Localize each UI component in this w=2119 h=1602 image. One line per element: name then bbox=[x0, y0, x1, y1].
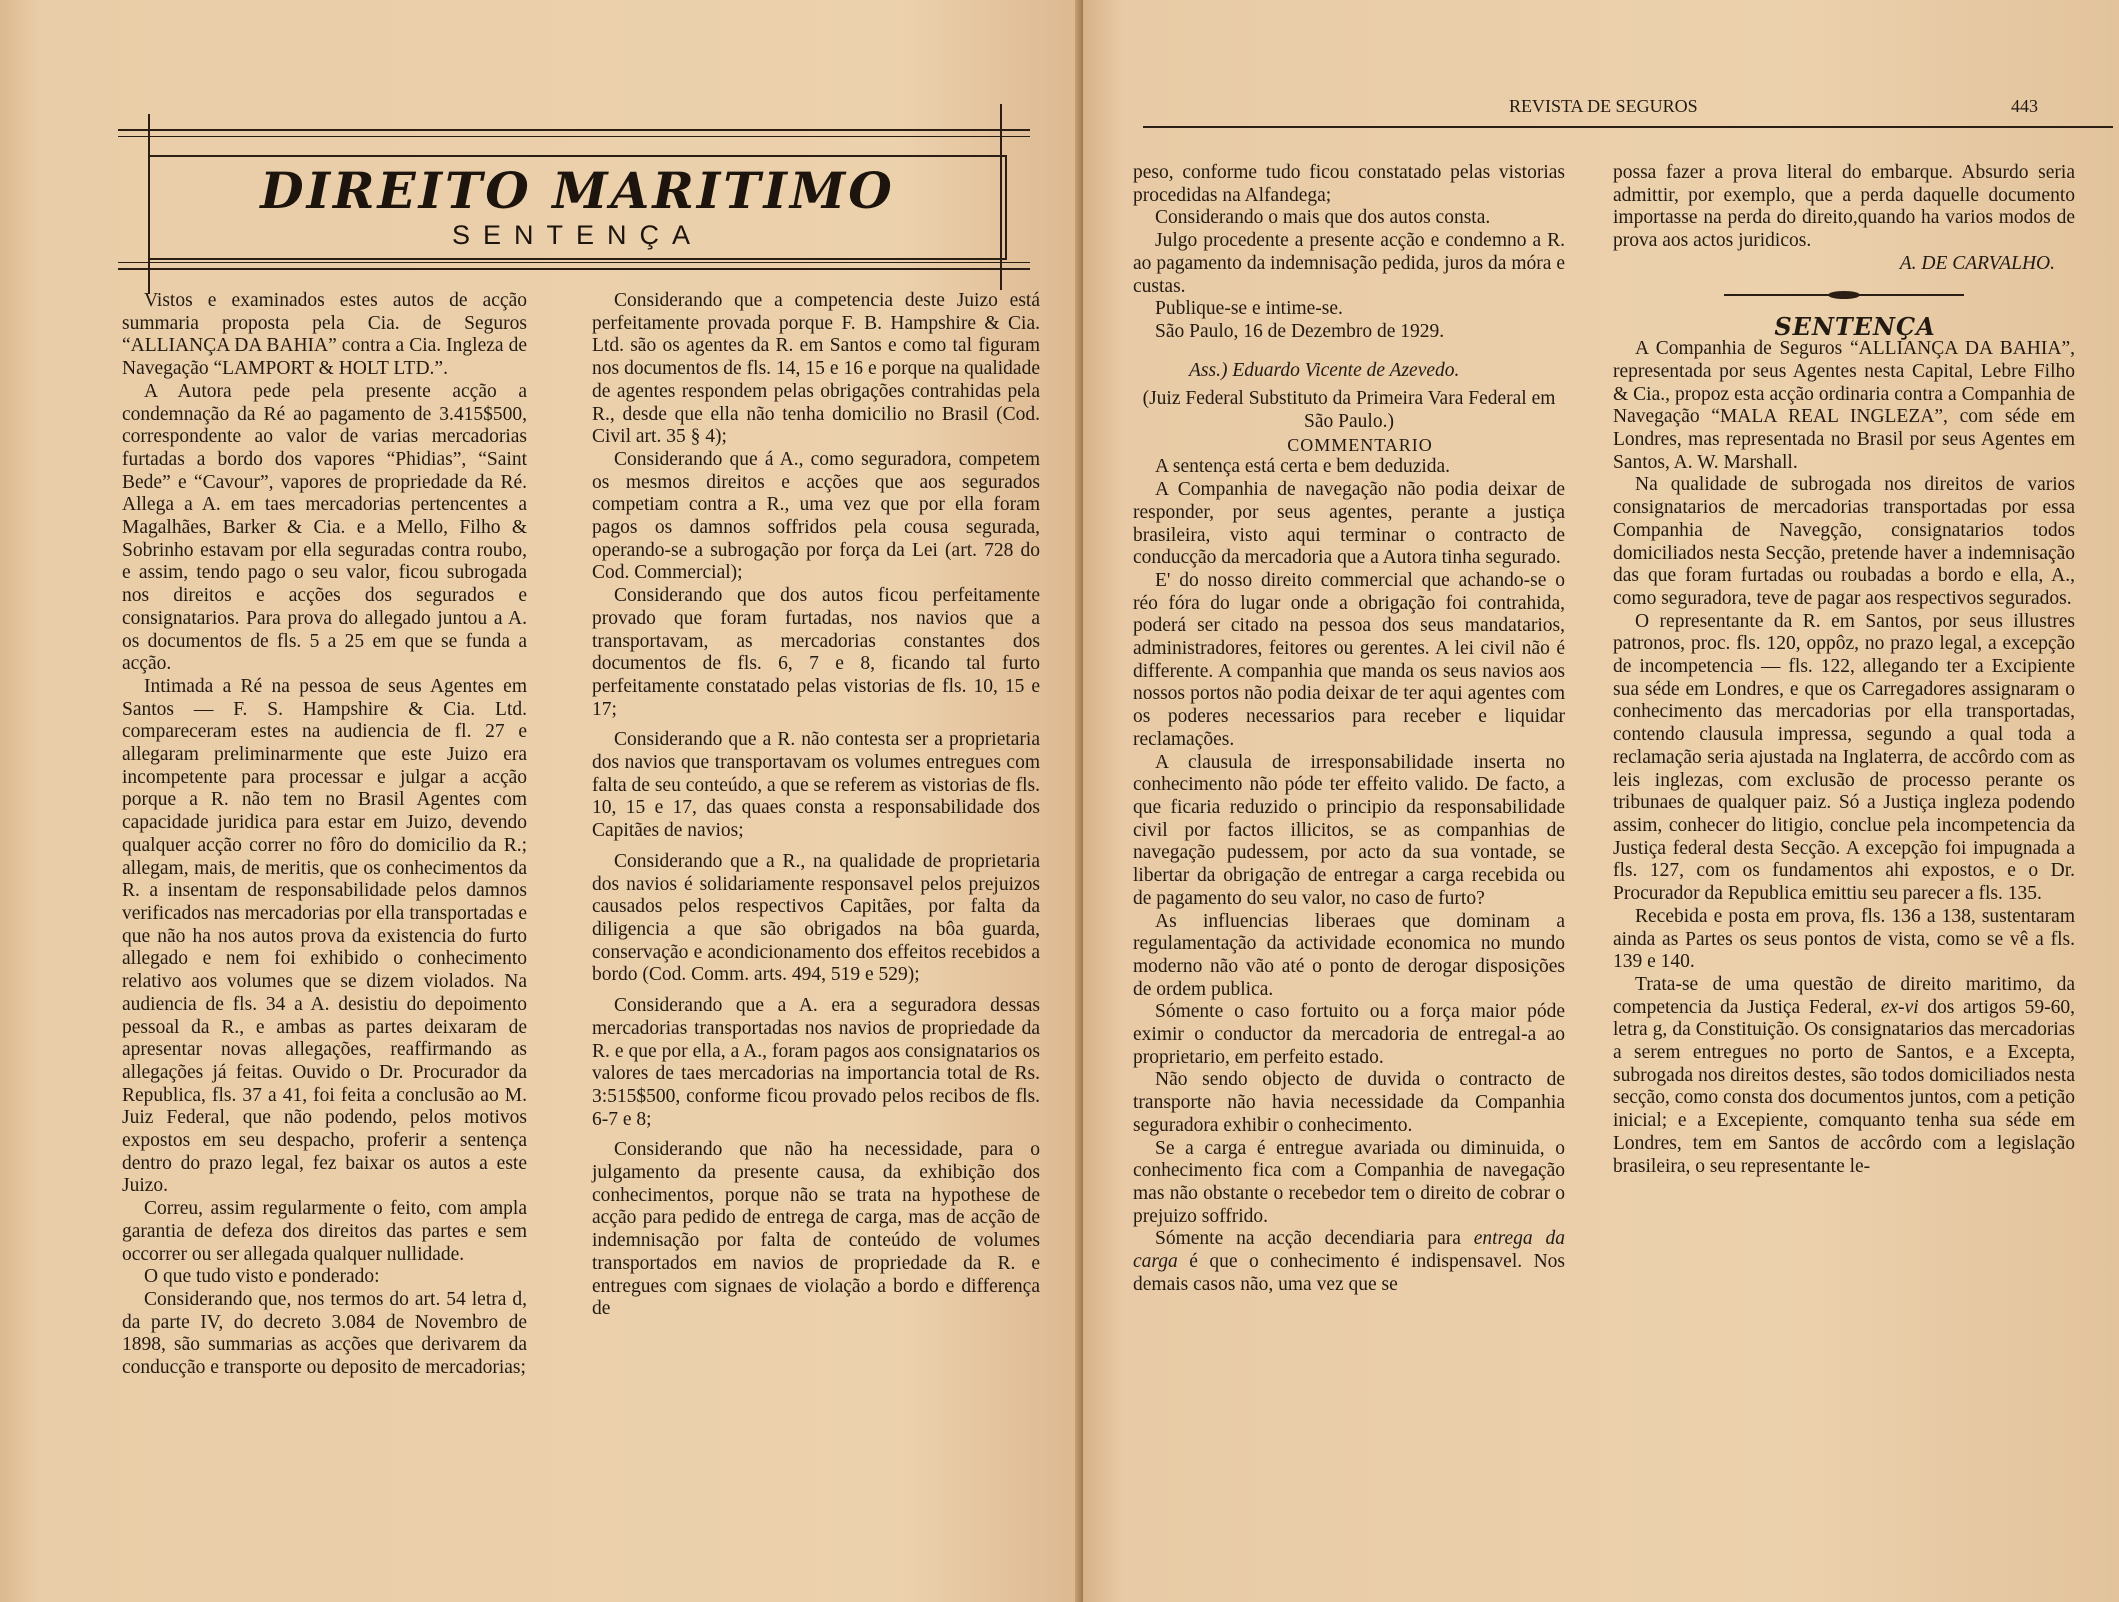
paragraph: Julgo procedente a presente acção e condemno a R. ao pagamento da indemnisação pedida, juros da móra e custas. bbox=[1133, 230, 1565, 297]
paragraph: Considerando que a R., na qualidade de proprietaria dos navios é solidariamente responsavel pelos prejuizos causados pelos respectivos Capitães, por falta da diligencia a que são obrigados na bôa guarda, conservação e acondicionamento dos effeitos recebidos a bordo (Cod. Comm. arts. 494, 519 e 529); bbox=[592, 850, 1040, 986]
paragraph: Considerando que a competencia deste Juizo está perfeitamente provada porque F. B. Hampshire & Cia. Ltd. são os agentes da R. em Santos e como tal figuram nos documentos de fls. 14, 15 e 16 e porque na qualidade de agentes respondem pelas obrigações contrahidas pela R., desde que ella não tenha domicilio no Brasil (Cod. Civil art. 35 § 4); bbox=[592, 290, 1040, 448]
paragraph: Considerando que não ha necessidade, para o julgamento da presente causa, da exhibição dos conhecimentos, porque não se trata na hypothese de acção para pedido de entrega de carga, mas de acção de indemnisação por falta de conteúdo de volumes transportados em navios de propriedade da R. e entregues com signaes de violação a bordo e differença de bbox=[592, 1139, 1040, 1320]
left-column-2 bbox=[592, 290, 1040, 1321]
title-bottom-rule-thick bbox=[118, 268, 1030, 270]
italic-phrase: entrega da carga bbox=[1133, 1228, 1565, 1273]
title-top-rule-thin bbox=[118, 136, 1030, 137]
journal-name: REVISTA DE SEGUROS bbox=[1509, 96, 1698, 116]
paragraph: Correu, assim regularmente o feito, com ampla garantia de defeza dos direitos das partes e sem occorrer ou ser allegada qualquer nullidade. bbox=[122, 1198, 527, 1265]
section-title: SENTENÇA bbox=[1774, 311, 1936, 341]
italic-phrase: ex-vi bbox=[1880, 996, 1919, 1018]
paragraph: A clausula de irresponsabilidade inserta no conhecimento não póde ter effeito valido. De facto, a que ficaria reduzido o principio da responsabilidade civil por factos illicitos, se as companhias de navegação pudessem, por acto da sua vontade, se libertar da obrigação de entregar a carga recebida ou de pagamento do seu valor, no caso de furto? bbox=[1133, 751, 1565, 909]
title-bottom-rule bbox=[118, 262, 1030, 263]
paragraph: O representante da R. em Santos, por seus illustres patronos, proc. fls. 120, oppôz, no prazo legal, a excepção de incompetencia — fls. 122, allegando ter a Excipiente sua séde em Londres, e que os Carregadores assignaram o conhecimento das mercadorias por ella transportadas, contendo clausula impressa, segundo a qual toda a reclamação seria ajustada na Inglaterra, de accôrdo com as leis inglezas, com exclusão de processo perante os tribunaes de qualquer paiz. Só a Justiça ingleza podendo assim, conhecer do litigio, conclue pela incompetencia da Justiça federal desta Secção. A excepção foi impugnada a fls. 127, com os fundamentos ahi expostos, e o Dr. Procurador da Republica emittiu seu parecer a fls. 135. bbox=[1613, 610, 2075, 905]
judge-signature: Ass.) Eduardo Vicente de Azevedo. bbox=[1189, 359, 1460, 381]
ornament-divider-icon bbox=[1724, 288, 1964, 302]
paragraph: Considerando que a R. não contesta ser a proprietaria dos navios que transportavam os volumes entregues com falta de seu conteúdo, a que se referem as vistorias de fls. 10, 15 e 17, das quaes consta a responsabilidade dos Capitães de navios; bbox=[592, 729, 1040, 842]
right-column-2 bbox=[1613, 162, 2075, 1178]
paragraph: Considerando que, nos termos do art. 54 letra d, da parte IV, do decreto 3.084 de Novembro de 1898, são summarias as acções que derivarem da conducção e transporte ou deposito de mercadorias; bbox=[122, 1288, 527, 1379]
paragraph: Se a carga é entregue avariada ou diminuida, o conhecimento fica com a Companhia de navegação mas não obstante o recebedor tem o direito de cobrar o prejuizo soffrido. bbox=[1133, 1137, 1565, 1227]
text-run: Sómente na acção decendiaria para bbox=[1155, 1228, 1474, 1250]
paragraph: Sómente o caso fortuito ou a força maior póde eximir o conductor da mercadoria de entregal-a ao proprietario, em perfeito estado. bbox=[1133, 1001, 1565, 1068]
paragraph: O que tudo visto e ponderado: bbox=[144, 1266, 380, 1288]
paragraph bbox=[1613, 974, 2075, 1178]
paragraph: A sentença está certa e bem deduzida. bbox=[1155, 456, 1451, 478]
paragraph: Considerando o mais que dos autos consta. bbox=[1155, 207, 1491, 229]
title-box bbox=[148, 155, 1007, 260]
paragraph: E' do nosso direito commercial que achando-se o réo fóra do lugar onde a obrigação foi contrahida, poderá ser citado na pessoa dos seus mandatarios, administradores, feitores ou gerentes. A lei civil não é differente. A companhia que manda os seus navios aos nossos portos não podia deixar de ter aqui agentes com os poderes necessarios para receber e liquidar reclamações. bbox=[1133, 569, 1565, 750]
commentary-heading: COMMENTARIO bbox=[1287, 434, 1433, 455]
paragraph: A Autora pede pela presente acção a condemnação da Ré ao pagamento de 3.415$500, correspondente ao valor de varias mercadorias furtadas a bordo dos vapores “Phidias”, “Saint Bede” e “Cavour”, vapores de propriedade da Ré. Allega a A. em taes mercadorias pertencentes a Magalhães, Barker & Cia. e a Mello, Filho & Sobrinho estavam por ella seguradas contra roubo, e assim, tendo pago o seu valor, ficou subrogada nos direitos e acções dos segurados e consignatarios. Para prova do allegado juntou a A. os documentos de fls. 5 a 25 em que se funda a acção. bbox=[122, 380, 527, 675]
paragraph: A Companhia de Seguros “ALLIANÇA DA BAHIA”, representada por seus Agentes nesta Capital, Lebre Filho & Cia., propoz esta acção ordinaria contra a Companhia de Navegação “MALA REAL INGLEZA”, com séde em Londres, mas representada no Brasil por seus Agentes em Santos, A. W. Marshall. bbox=[1613, 338, 2075, 473]
paragraph: Na qualidade de subrogada nos direitos de varios consignatarios de mercadorias transportadas por essa Companhia de Navegção, consignatarios todos domiciliados nesta Secção, pretende haver a indemnisação das que foram furtadas ou roubadas a bordo e ella, A., como seguradora, teve de pagar aos respectivos segurados. bbox=[1613, 474, 2075, 609]
text-run: Trata-se de uma questão de direito maritimo, da competencia da Justiça Federal, bbox=[1613, 973, 2075, 1018]
author-signature: A. DE CARVALHO. bbox=[1899, 252, 2055, 274]
paragraph: Considerando que a A. era a seguradora dessas mercadorias transportadas nos navios de propriedade da R. e que por ella, a A., foram pagos aos consignatarios os valores de taes mercadorias na importancia total de Rs. 3:515$500, conforme ficou provado pelos recibos de fls. 6-7 e 8; bbox=[592, 995, 1040, 1130]
paragraph: Considerando que á A., como seguradora, competem os mesmos direitos e acções que aos segurados competiam contra a R., uma vez que por ella foram pagos os damnos soffridos pela cousa segurada, operando-se a subrogação por força da Lei (art. 728 do Cod. Commercial); bbox=[592, 448, 1040, 584]
page-number: 443 bbox=[2011, 96, 2038, 116]
right-column-1 bbox=[1133, 162, 1565, 1296]
paragraph: São Paulo, 16 de Dezembro de 1929. bbox=[1155, 320, 1445, 342]
text-run: é que o conhecimento é indispensavel. Nos demais casos não, uma vez que se bbox=[1133, 1251, 1565, 1295]
paragraph: As influencias liberaes que dominam a regulamentação da actividade economica no mundo moderno não vão até o ponto de derogar disposições de ordem publica. bbox=[1133, 910, 1565, 1000]
paragraph: possa fazer a prova literal do embarque. Absurdo seria admittir, por exemplo, que a perda daquelle documento importasse na perda do direito,quando ha varios modos de prova aos actos juridicos. bbox=[1613, 162, 2075, 252]
left-column-1 bbox=[122, 290, 527, 1380]
paragraph: Vistos e examinados estes autos de acção summaria proposta pela Cia. de Seguros “ALLIANÇA DA BAHIA” contra a Cia. Ingleza de Navegação “LAMPORT & HOLT LTD.”. bbox=[122, 290, 527, 380]
paragraph: peso, conforme tudo ficou constatado pelas vistorias procedidas na Alfandega; bbox=[1133, 162, 1565, 206]
paragraph: Recebida e posta em prova, fls. 136 a 138, sustentaram ainda as Partes os seus pontos de vista, como se vê a fls. 139 e 140. bbox=[1613, 905, 2075, 973]
paragraph: Intimada a Ré na pessoa de seus Agentes em Santos — F. S. Hampshire & Cia. Ltd. compareceram estes na audiencia de fl. 27 e allegaram preliminarmente que este Juizo era incompetente para processar e julgar a acção porque a R. não tem no Brasil Agentes com capacidade juridica para estar em Juizo, devendo qualquer acção correr no fôro do domicilio da R.; allegam, mais, de meritis, que os conhecimentos da R. a insentam de responsabilidade pelos damnos verificados nas mercadorias por ella transportadas e que não ha nos autos prova da existencia do furto allegado e nem foi exhibido o conhecimento relativo aos volumes que se dizem violados. Na audiencia de fls. 34 a A. desistiu do depoimento pessoal da R., e ambas as partes deixaram de apresentar novas allegações, reaffirmando as allegações já feitas. Ouvido o Dr. Procurador da Republica, fls. 37 a 41, foi feita a conclusão ao M. Juiz Federal, que não podendo, pelos motivos expostos em seu despacho, proferir a sentença dentro do prazo legal, fez baixar os autos a este Juizo. bbox=[122, 675, 527, 1197]
title-top-rule bbox=[118, 129, 1030, 131]
paragraph bbox=[1133, 1228, 1565, 1296]
article-subtitle: SENTENÇA bbox=[451, 220, 704, 250]
article-title: DIREITO MARITIMO bbox=[260, 161, 895, 220]
paragraph: Considerando que dos autos ficou perfeitamente provado que foram furtadas, nos navios que a transportavam, as mercadorias constantes dos documentos de fls. 6, 7 e 8, ficando tal furto perfeitamente constatado pelas vistorias de fls. 10, 15 e 17; bbox=[592, 585, 1040, 720]
paragraph: A Companhia de navegação não podia deixar de responder, por seus agentes, perante a justiça brasileira, visto aqui terminar o contracto de conducção da mercadoria que a Autora tinha segurado. bbox=[1133, 479, 1565, 569]
judge-role: (Juiz Federal Substituto da Primeira Vara Federal em São Paulo.) bbox=[1142, 388, 1556, 433]
text-run: dos artigos 59-60, letra g, da Constituição. Os consignatarios das mercadorias a serem entregues no porto de Santos, e a Excepta, subrogada nos direitos destes, são todos domiciliados nesta secção, como consta dos documentos juntos, com a petição inicial; e a Excepiente, comquanto tenha sua séde em Londres, tem em Santos de accôrdo com a legislação brasileira, o seu representante le- bbox=[1613, 996, 2075, 1177]
paragraph: Publique-se e intime-se. bbox=[1155, 298, 1343, 320]
header-rule bbox=[1143, 126, 2113, 128]
paragraph: Não sendo objecto de duvida o contracto de transporte não havia necessidade da Companhia seguradora exhibir o conhecimento. bbox=[1133, 1069, 1565, 1136]
right-page bbox=[1083, 0, 2119, 1602]
